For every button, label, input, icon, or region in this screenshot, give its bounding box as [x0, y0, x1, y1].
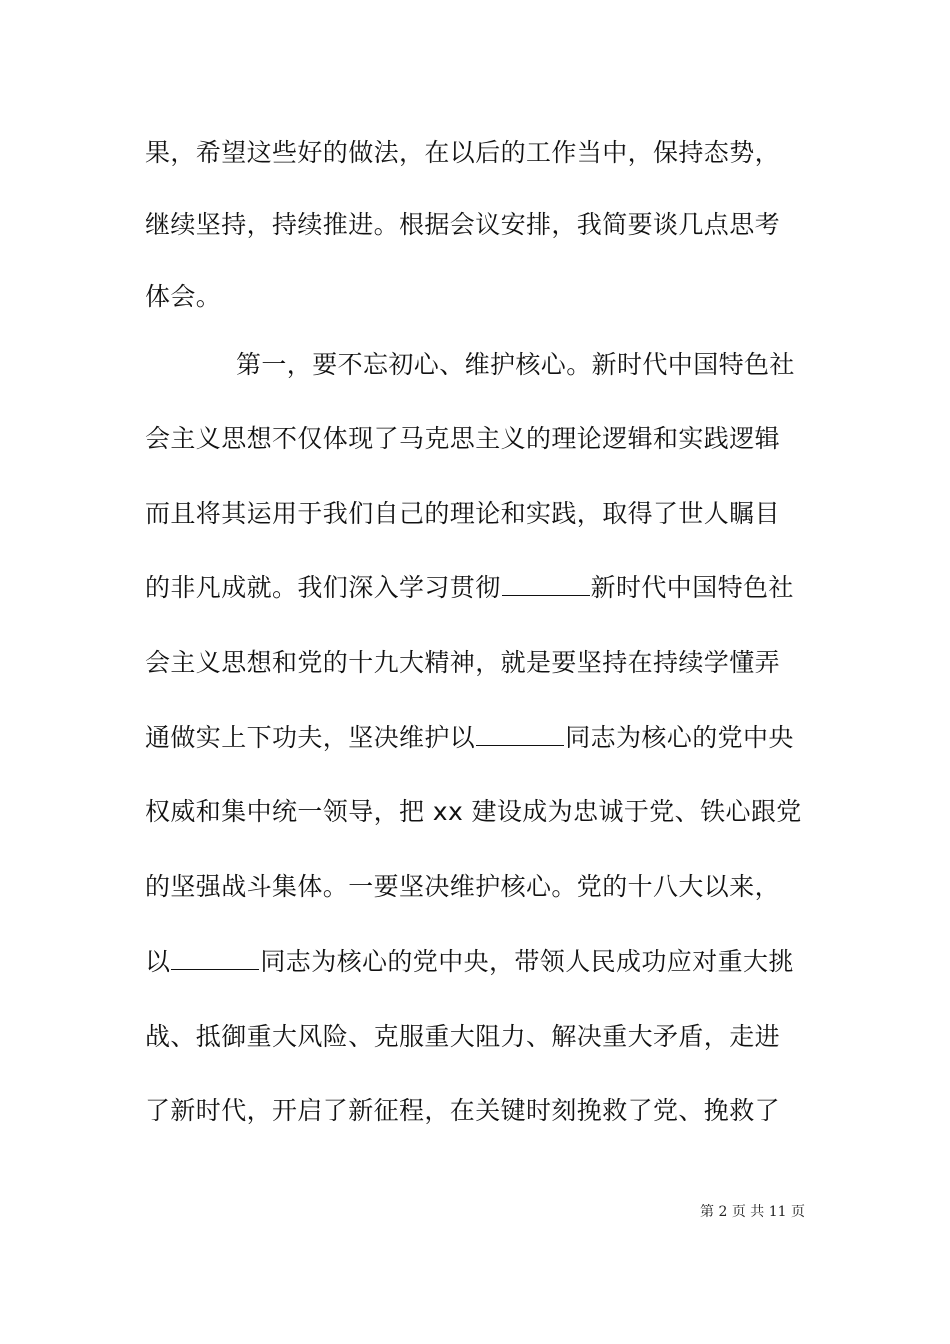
text-line: 果，希望这些好的做法，在以后的工作当中，保持态势，	[145, 138, 781, 167]
text-line: 体会。	[145, 282, 222, 311]
text-line: 会主义思想不仅体现了马克思主义的理论逻辑和实践逻辑	[145, 424, 781, 453]
paragraph-first-line: 第一，要不忘初心、维护核心。新时代中国特色社	[236, 350, 795, 379]
text-segment: 新时代中国特色社	[590, 573, 794, 602]
text-line	[145, 942, 815, 982]
text-line: 了新时代，开启了新征程，在关键时刻挽救了党、挽救了	[145, 1096, 781, 1125]
text-line: 的坚强战斗集体。一要坚决维护核心。党的十八大以来，	[145, 872, 781, 901]
text-segment: 的非凡成就。我们深入学习贯彻	[145, 573, 501, 602]
text-segment: 以	[145, 947, 171, 976]
text-line: 权威和集中统一领导，把 xx 建设成为忠诚于党、铁心跟党	[145, 797, 802, 826]
name-blank	[476, 720, 564, 746]
page-number-footer: 第 2 页 共 11 页	[700, 1204, 805, 1220]
text-line: 战、抵御重大风险、克服重大阻力、解决重大矛盾，走进	[145, 1022, 781, 1051]
text-segment: 同志为核心的党中央，带领人民成功应对重大挑	[260, 947, 794, 976]
text-line: 继续坚持，持续推进。根据会议安排，我简要谈几点思考	[145, 210, 781, 239]
text-line	[145, 568, 815, 608]
text-line	[145, 718, 815, 758]
name-blank	[171, 944, 259, 970]
text-line: 会主义思想和党的十九大精神，就是要坚持在持续学懂弄	[145, 648, 781, 677]
name-blank	[502, 570, 590, 596]
text-segment: 同志为核心的党中央	[565, 723, 794, 752]
text-line: 而且将其运用于我们自己的理论和实践，取得了世人瞩目	[145, 499, 781, 528]
text-segment: 通做实上下功夫，坚决维护以	[145, 723, 476, 752]
